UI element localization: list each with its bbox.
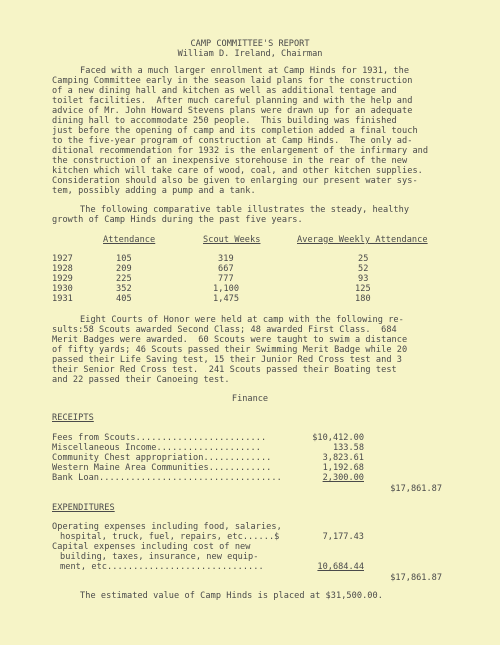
table-cell-year: 1927 — [52, 254, 73, 264]
table-cell-avg: 25 — [358, 254, 369, 264]
chairman-line: William D. Ireland, Chairman — [177, 49, 323, 59]
table-cell-weeks: 1,100 — [213, 284, 240, 294]
para1-line: toilet facilities. After much careful planning and with the help and — [52, 96, 413, 106]
table-cell-avg: 125 — [355, 284, 371, 294]
finance-heading: Finance — [231, 394, 269, 404]
table-cell-attendance: 225 — [116, 274, 132, 284]
table-cell-weeks: 667 — [218, 264, 234, 274]
expenditures-heading: EXPENDITURES — [52, 503, 115, 513]
expense-line: building, taxes, insurance, new equip- — [60, 552, 259, 562]
para1-line: tem, possibly adding a pump and a tank. — [52, 186, 256, 196]
receipt-label: Community Chest appropriation............. — [52, 453, 272, 463]
para1-line: Consideration should also be given to enlarging our present water sys- — [52, 176, 418, 186]
expense-amount: 10,684.44 — [317, 562, 364, 572]
expense-line: Capital expenses including cost of new — [52, 542, 251, 552]
receipt-label: Bank Loan................................... — [52, 473, 282, 483]
para1-line: Faced with a much larger enrollment at Camp Hinds for 1931, the — [80, 66, 410, 76]
para1-line: ditional recommendation for 1932 is the enlargement of the infirmary and — [52, 146, 429, 156]
table-cell-attendance: 405 — [116, 294, 132, 304]
table-cell-weeks: 1,475 — [213, 294, 240, 304]
table-header-attendance: Attendance — [103, 235, 156, 245]
receipt-amount: 2,300.00 — [322, 473, 364, 483]
para1-line: Camping Committee early in the season laid plans for the construction — [52, 76, 413, 86]
table-cell-year: 1930 — [52, 284, 73, 294]
receipt-label: Western Maine Area Communities............ — [52, 463, 272, 473]
table-header-avg-weekly: Average Weekly Attendance — [297, 235, 428, 245]
para1-line: the construction of an inexpensive storehouse in the rear of the new — [52, 156, 408, 166]
para1-line: of a new dining hall and kitchen as well as additional tentage and — [52, 86, 397, 96]
expense-line: ment, etc.............................. — [60, 562, 264, 572]
para1-line: to the five-year program of construction at Camp Hinds. The only ad- — [52, 136, 413, 146]
table-cell-weeks: 319 — [218, 254, 234, 264]
para3-line: of fifty yards; 46 Scouts passed their Swimming Merit Badge while 20 — [52, 345, 408, 355]
receipts-heading: RECEIPTS — [52, 413, 94, 423]
para1-line: dining hall to accommodate 250 people. This building was finished — [52, 116, 397, 126]
table-cell-attendance: 105 — [116, 254, 132, 264]
para3-line: their Senior Red Cross test. 241 Scouts passed their Boating test — [52, 365, 397, 375]
table-cell-avg: 52 — [358, 264, 369, 274]
report-title: CAMP COMMITTEE'S REPORT — [190, 39, 310, 49]
table-cell-year: 1929 — [52, 274, 73, 284]
expenditures-total: $17,861.87 — [390, 573, 442, 583]
para3-line: Merit Badges were awarded. 60 Scouts were taught to swim a distance — [52, 335, 408, 345]
expense-line: Operating expenses including food, salaries, — [52, 522, 282, 532]
receipt-label: Fees from Scouts......................... — [52, 433, 267, 443]
receipt-amount: 133.58 — [332, 443, 364, 453]
para1-line: just before the opening of camp and its completion added a final touch — [52, 126, 418, 136]
table-cell-weeks: 777 — [218, 274, 234, 284]
para2-line: growth of Camp Hinds during the past five years. — [52, 215, 303, 225]
para1-line: advice of Mr. John Howard Stevens plans were drawn up for an adequate — [52, 106, 413, 116]
table-cell-attendance: 209 — [116, 264, 132, 274]
table-cell-year: 1931 — [52, 294, 73, 304]
receipt-label: Miscellaneous Income.................... — [52, 443, 261, 453]
para2-line: The following comparative table illustrates the steady, healthy — [80, 205, 410, 215]
receipt-amount: 3,823.61 — [322, 453, 364, 463]
para3-line: passed their Life Saving test, 15 their Junior Red Cross test and 3 — [52, 355, 402, 365]
receipt-amount: $10,412.00 — [312, 433, 364, 443]
table-cell-avg: 180 — [355, 294, 371, 304]
para3-line: and 22 passed their Canoeing test. — [52, 375, 230, 385]
estimated-value-line: The estimated value of Camp Hinds is placed at $31,500.00. — [80, 591, 383, 601]
table-cell-year: 1928 — [52, 264, 73, 274]
receipts-total: $17,861.87 — [390, 484, 442, 494]
para3-line: sults:58 Scouts awarded Second Class; 48 awarded First Class. 684 — [52, 325, 397, 335]
expense-line: hospital, truck, fuel, repairs, etc......$ — [60, 532, 280, 542]
receipt-amount: 1,192.68 — [322, 463, 364, 473]
para3-line: Eight Courts of Honor were held at camp with the following re- — [80, 315, 404, 325]
expense-amount: 7,177.43 — [322, 532, 364, 542]
table-cell-attendance: 352 — [116, 284, 132, 294]
table-cell-avg: 93 — [358, 274, 369, 284]
table-header-scout-weeks: Scout Weeks — [203, 235, 261, 245]
para1-line: kitchen which will take care of wood, coal, and other kitchen supplies. — [52, 166, 423, 176]
